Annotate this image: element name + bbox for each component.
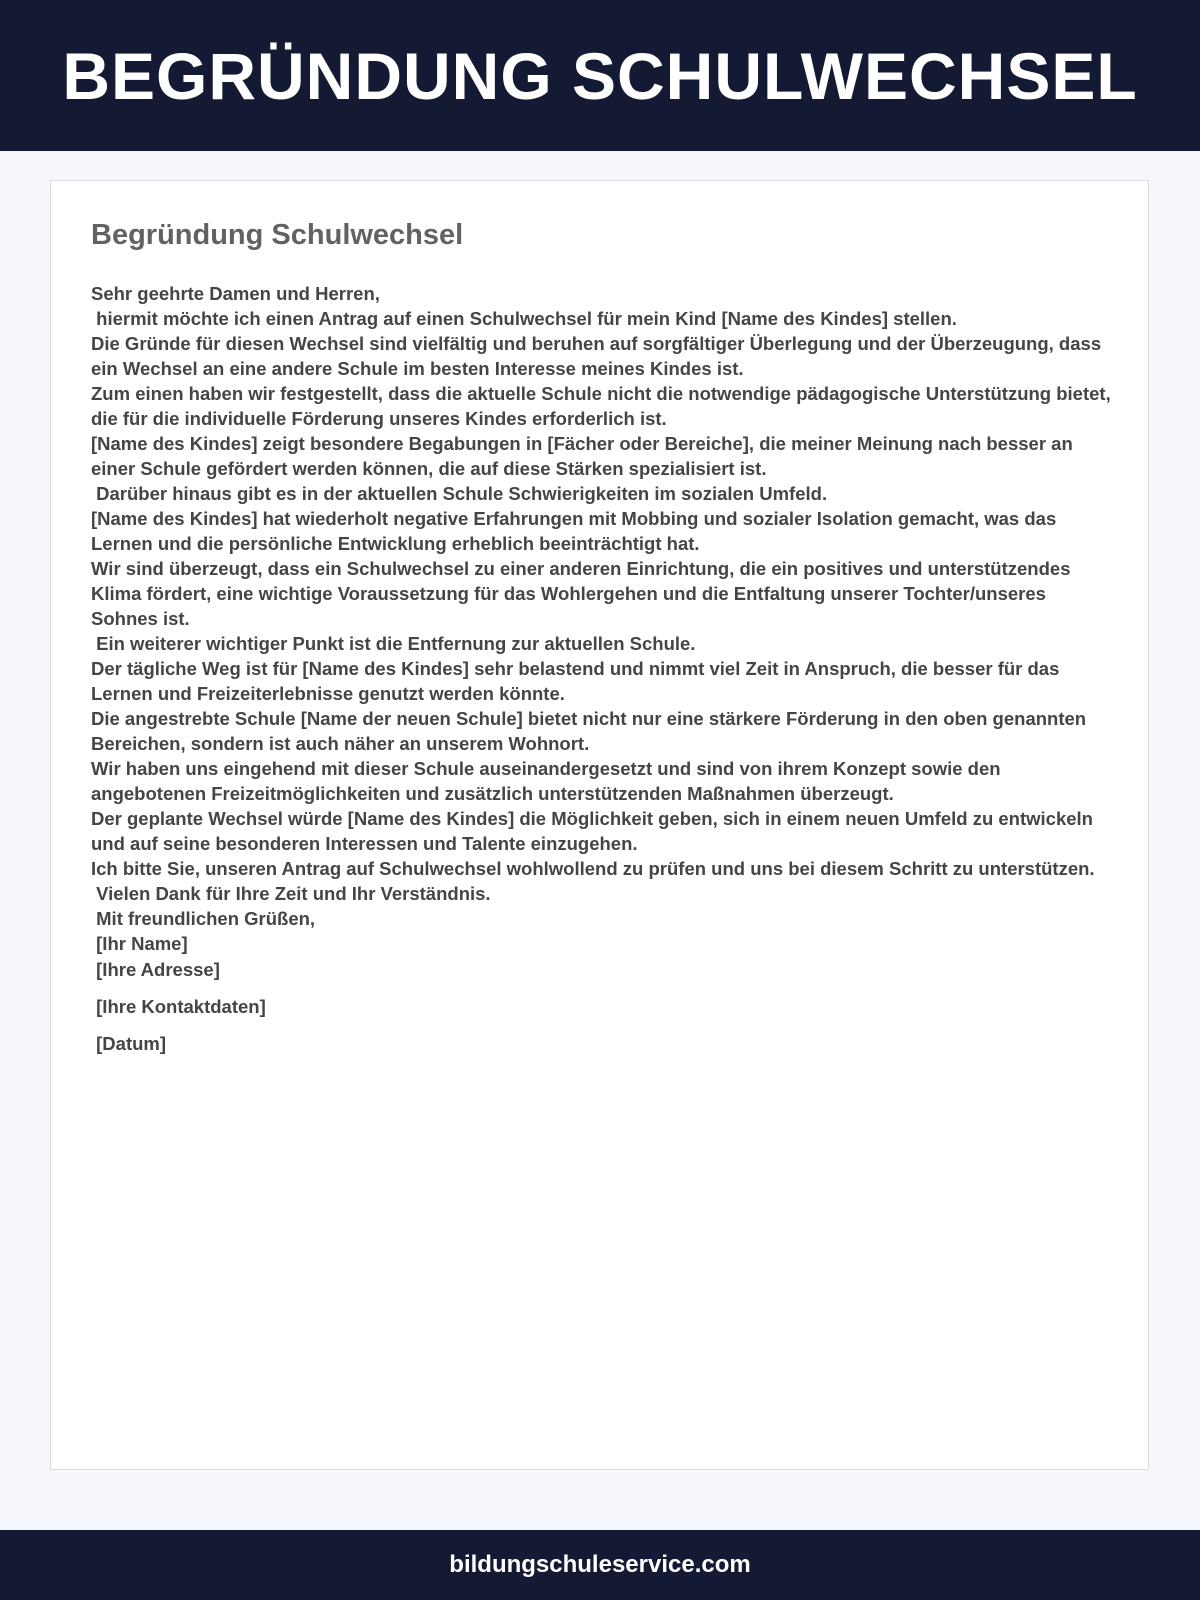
body-line: [Name des Kindes] hat wiederholt negative Erfahrungen mit Mobbing und sozialer Isolation gemacht, was das Lernen und die persönliche Entwicklung erheblich beeinträchtigt hat. [91, 508, 1062, 554]
body-line: Der tägliche Weg ist für [Name des Kindes] sehr belastend und nimmt viel Zeit in Anspruch, die besser für das Lernen und Freizeiterlebnisse genutzt werden könnte. [91, 658, 1065, 704]
body-line: Ein weiterer wichtiger Punkt ist die Entfernung zur aktuellen Schule. [91, 633, 696, 654]
body-line: Vielen Dank für Ihre Zeit und Ihr Verständnis. [91, 883, 491, 904]
body-line: Der geplante Wechsel würde [Name des Kindes] die Möglichkeit geben, sich in einem neuen Umfeld zu entwickeln und auf seine besonderen Interessen und Talente einzugehen. [91, 808, 1099, 854]
body-line: hiermit möchte ich einen Antrag auf einen Schulwechsel für mein Kind [Name des Kindes] stellen. [91, 308, 957, 329]
document-card [50, 180, 1149, 1470]
body-line: [Name des Kindes] zeigt besondere Begabungen in [Fächer oder Bereiche], die meiner Meinung nach besser an einer Schule gefördert werden können, die auf diese Stärken spezialisiert ist. [91, 433, 1078, 479]
body-line: Wir sind überzeugt, dass ein Schulwechsel zu einer anderen Einrichtung, die ein positives und unterstützendes Klima fördert, eine wichtige Voraussetzung für das Wohlergehen und die Entfaltung unserer Tochter/unseres Sohnes ist. [91, 558, 1076, 629]
body-line: Ich bitte Sie, unseren Antrag auf Schulwechsel wohlwollend zu prüfen und uns bei diesem Schritt zu unterstützen. [91, 858, 1095, 879]
body-line: [Ihr Name] [91, 933, 188, 954]
signature-block [91, 957, 266, 1068]
signature-contact: [Ihre Kontaktdaten] [91, 996, 266, 1017]
signature-date: [Datum] [91, 1033, 167, 1054]
header-title: BEGRÜNDUNG SCHULWECHSEL [62, 38, 1138, 113]
body-line: Wir haben uns eingehend mit dieser Schule auseinandergesetzt und sind von ihrem Konzept sowie den angebotenen Freizeitmöglichkeiten und zusätzlich unterstützenden Maßnahmen überzeugt. [91, 758, 1006, 804]
body-line: Darüber hinaus gibt es in der aktuellen Schule Schwierigkeiten im sozialen Umfeld. [91, 483, 828, 504]
body-line: Die Gründe für diesen Wechsel sind vielfältig und beruhen auf sorgfältiger Überlegung und der Überzeugung, dass ein Wechsel an eine andere Schule im besten Interesse meines Kindes ist. [91, 333, 1107, 379]
page-header [0, 0, 1200, 151]
signature-address: [Ihre Adresse] [91, 959, 220, 980]
document-body [91, 281, 1116, 956]
page-footer [0, 1530, 1200, 1600]
body-line: Mit freundlichen Grüßen, [91, 908, 316, 929]
footer-site-link[interactable]: bildungschuleservice.com [449, 1551, 751, 1578]
document-title: Begründung Schulwechsel [91, 219, 464, 251]
body-line: Sehr geehrte Damen und Herren, [91, 283, 380, 304]
body-line: Die angestrebte Schule [Name der neuen Schule] bietet nicht nur eine stärkere Förderung in den oben genannten Bereichen, sondern ist auch näher an unserem Wohnort. [91, 708, 1092, 754]
body-line: Zum einen haben wir festgestellt, dass die aktuelle Schule nicht die notwendige pädagogische Unterstützung bietet, die für die individuelle Förderung unseres Kindes erforderlich ist. [91, 383, 1116, 429]
